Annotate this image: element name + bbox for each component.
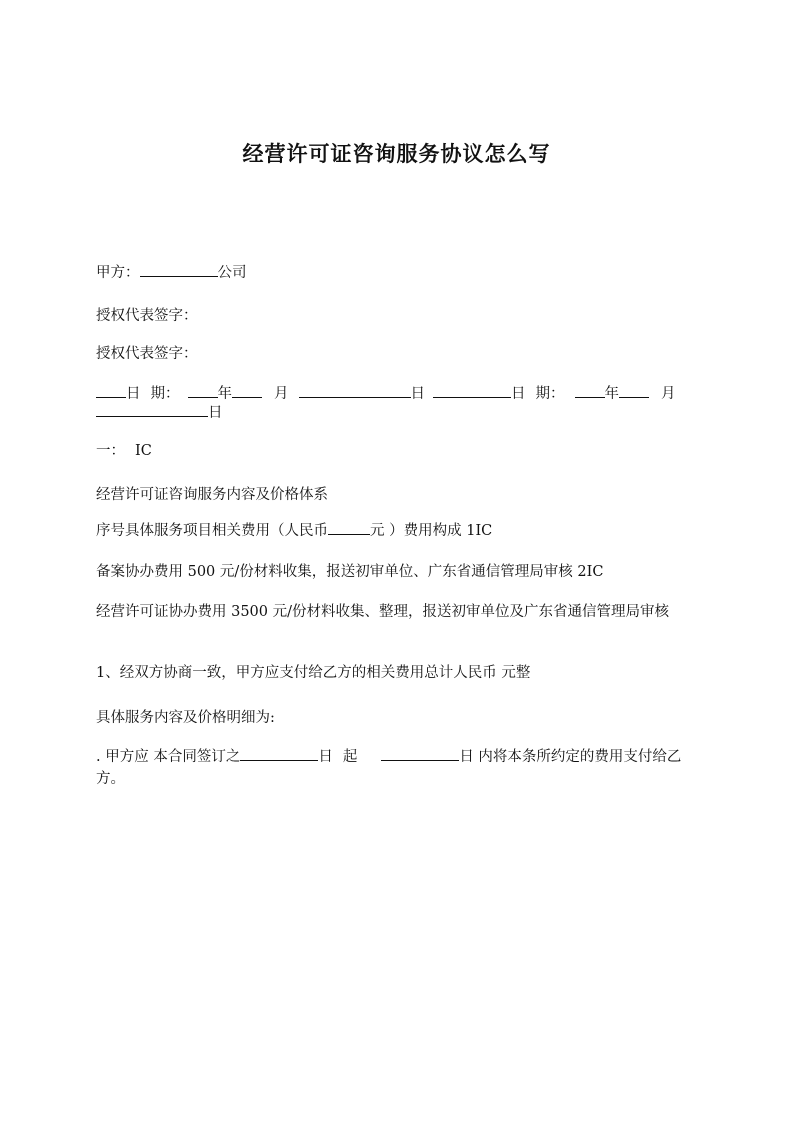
date-blank (232, 383, 262, 398)
date-ri-1: 日 (126, 386, 141, 402)
date-ri-4: 日 (208, 405, 223, 421)
date-blank (381, 746, 459, 761)
amount-blank (328, 520, 370, 535)
date-nian-1: 年 (217, 386, 232, 402)
date-blank (299, 383, 411, 398)
date-yue-1: 月 (274, 386, 289, 402)
paragraph-1: 经营许可证咨询服务内容及价格体系 (96, 487, 328, 503)
paragraph-7-after: 日 内将本条所约定的费用支付给乙方。 (96, 749, 682, 787)
paragraph-4: 经营许可证协办费用 3500 元/份材料收集、整理，报送初审单位及广东省通信管理局审核 (96, 604, 670, 620)
date-nian-2: 年 (604, 386, 619, 402)
section-one-code: IC (135, 443, 152, 459)
document-title: 经营许可证咨询服务协议怎么写 (242, 142, 551, 166)
date-blank (433, 383, 511, 398)
date-ri-2: 日 (410, 386, 425, 402)
paragraph-7-ri: 日 (318, 749, 333, 765)
date-blank (240, 746, 318, 761)
date-row-2 (96, 402, 708, 424)
party-a-suffix: 公司 (217, 265, 247, 281)
paragraph-7-before: . 甲方应 本合同签订之 (96, 749, 241, 765)
date-blank (575, 383, 605, 398)
paragraph-7 (96, 746, 708, 790)
date-qi-1: 期： (150, 386, 180, 402)
party-a-line (96, 262, 708, 284)
paragraph-2-after: 元 ）费用构成 1IC (370, 523, 493, 539)
signature-line-1: 授权代表签字： (96, 308, 198, 324)
paragraph-2-before: 序号具体服务项目相关费用（人民币 (96, 523, 328, 539)
date-blank (96, 383, 126, 398)
section-one-line (96, 440, 708, 462)
date-qi-2: 期： (535, 386, 565, 402)
paragraph-6: 具体服务内容及价格明细为: (96, 710, 275, 726)
paragraph-3: 备案协办费用 500 元/份材料收集，报送初审单位、广东省通信管理局审核 2IC (96, 564, 604, 580)
section-one-label: 一： (96, 443, 125, 459)
date-blank (188, 383, 218, 398)
date-yue-2: 月 (661, 386, 676, 402)
date-blank (619, 383, 649, 398)
paragraph-5: 1、经双方协商一致，甲方应支付给乙方的相关费用总计人民币 元整 (96, 665, 531, 681)
paragraph-2 (96, 520, 708, 542)
paragraph-7-qi: 起 (342, 749, 358, 765)
date-ri-3: 日 (511, 386, 526, 402)
party-a-label: 甲方： (96, 265, 140, 281)
signature-line-2: 授权代表签字： (96, 346, 198, 362)
date-blank (96, 402, 208, 417)
party-a-blank (140, 262, 218, 277)
